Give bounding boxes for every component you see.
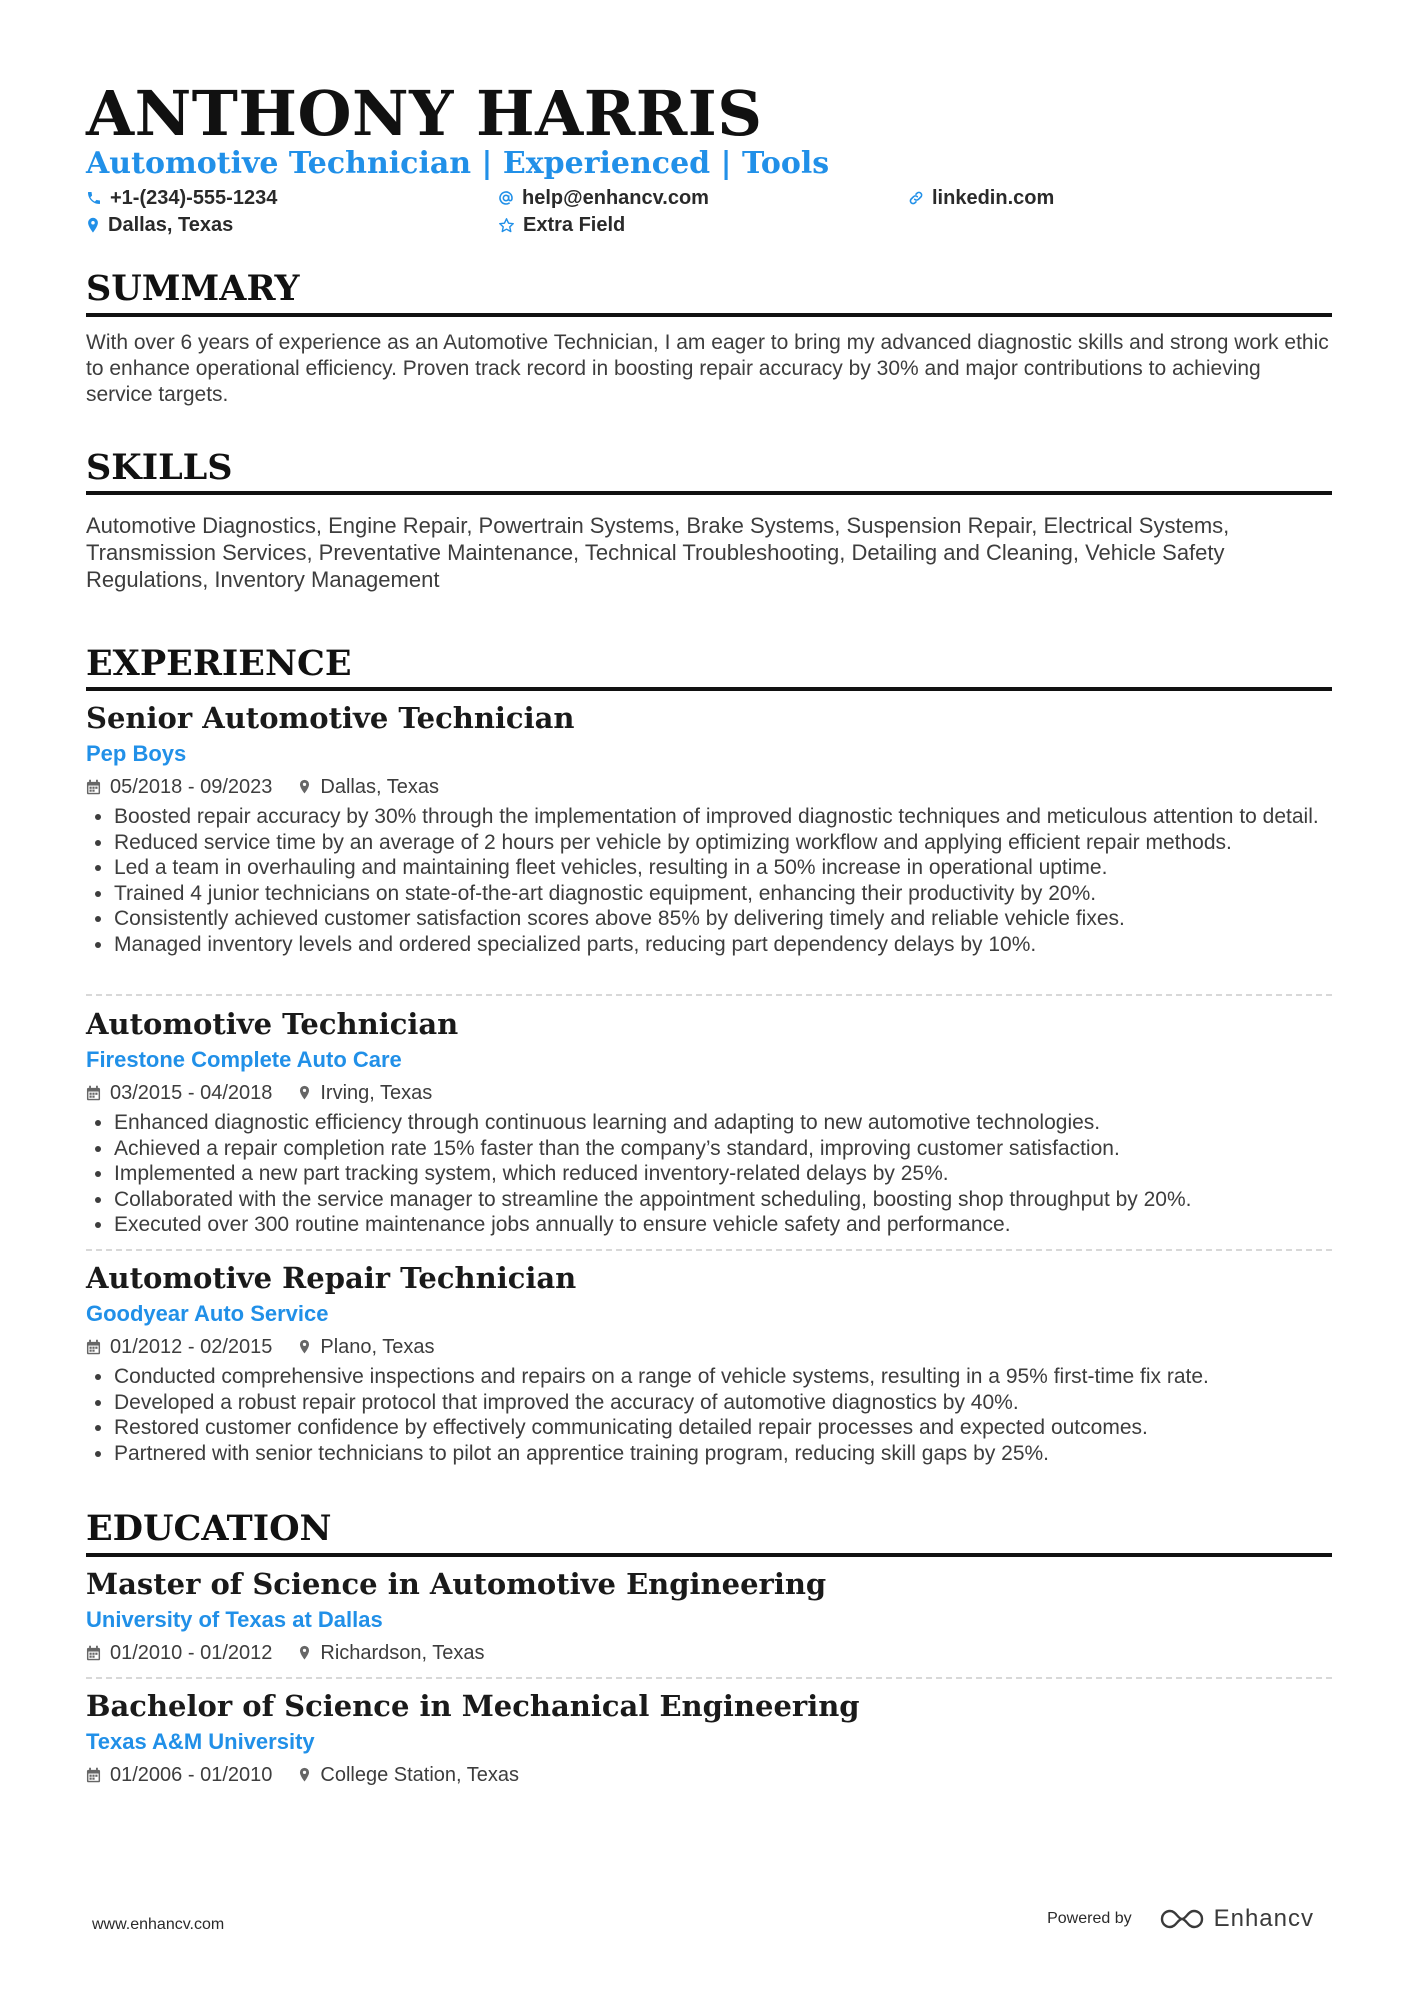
star-icon: [498, 217, 515, 234]
job-bullet: • Led a team in overhauling and maintaining fleet vehicles, resulting in a 50% increase in operational uptime.: [114, 855, 1332, 881]
company-name[interactable]: Pep Boys: [86, 741, 187, 766]
job-bullet: • Achieved a repair completion rate 15% faster than the company’s standard, improving customer satisfaction.: [114, 1136, 1332, 1162]
job-bullet: • Trained 4 junior technicians on state-of-the-art diagnostic equipment, enhancing their productivity by 20%.: [114, 881, 1332, 907]
job-bullet: • Reduced service time by an average of 2 hours per vehicle by optimizing workflow and applying efficient repair methods.: [114, 830, 1332, 856]
entry-separator: [86, 1249, 1332, 1251]
job-bullet: • Partnered with senior technicians to pilot an apprentice training program, reducing skill gaps by 25%.: [114, 1441, 1332, 1467]
job-bullet: • Restored customer confidence by effectively communicating detailed repair processes and expected outcomes.: [114, 1415, 1332, 1441]
job-bullet: • Executed over 300 routine maintenance jobs annually to ensure vehicle safety and performance.: [114, 1212, 1332, 1238]
job-bullets: [86, 1110, 1332, 1238]
contact-location-text: Dallas, Texas: [108, 214, 234, 236]
job-bullets: [86, 1364, 1332, 1466]
education-entry: [86, 1688, 1332, 1788]
company-name[interactable]: Firestone Complete Auto Care: [86, 1047, 402, 1072]
job-meta: [86, 774, 1332, 800]
contact-phone-text: +1-(234)-555-1234: [110, 187, 278, 209]
calendar-icon: [86, 1645, 101, 1661]
brand-name: Enhancv: [1213, 1905, 1314, 1932]
job-bullet: • Managed inventory levels and ordered specialized parts, reducing part dependency delays by 10%.: [114, 932, 1332, 958]
job-meta: [86, 1080, 1332, 1106]
skills-divider: [86, 491, 1332, 495]
job-location: Irving, Texas: [320, 1082, 433, 1104]
summary-divider: [86, 313, 1332, 317]
job-dates: 03/2015 - 04/2018: [110, 1082, 273, 1104]
job-title: Automotive Repair Technician: [86, 1261, 577, 1295]
footer-powered-by[interactable]: [1047, 1905, 1314, 1933]
location-pin-icon: [298, 1085, 311, 1101]
contact-extra-field: [498, 212, 625, 238]
job-bullet: • Conducted comprehensive inspections and repairs on a range of vehicle systems, resulting in a 95% first-time fix rate.: [114, 1364, 1332, 1390]
job-dates: 05/2018 - 09/2023: [110, 776, 273, 798]
experience-entry: [86, 1006, 1332, 1238]
experience-divider: [86, 687, 1332, 691]
experience-entry: [86, 700, 1332, 958]
education-entry: [86, 1566, 1332, 1666]
job-location: Dallas, Texas: [320, 776, 439, 798]
calendar-icon: [86, 779, 101, 795]
job-bullet: • Enhanced diagnostic efficiency through continuous learning and adapting to new automotive technologies.: [114, 1110, 1332, 1136]
education-location: Richardson, Texas: [320, 1642, 485, 1664]
entry-separator: [86, 1677, 1332, 1679]
calendar-icon: [86, 1085, 101, 1101]
location-pin-icon: [86, 217, 100, 234]
contact-phone[interactable]: [86, 185, 277, 211]
school-name[interactable]: Texas A&M University: [86, 1729, 315, 1754]
candidate-name: ANTHONY HARRIS: [86, 77, 763, 150]
location-pin-icon: [298, 1339, 311, 1355]
job-bullet: • Boosted repair accuracy by 30% through the implementation of improved diagnostic techniques and meticulous attention to detail.: [114, 804, 1332, 830]
calendar-icon: [86, 1767, 101, 1783]
contact-email[interactable]: [498, 185, 709, 211]
job-meta: [86, 1334, 1332, 1360]
candidate-headline: Automotive Technician | Experienced | Tools: [86, 146, 830, 181]
entry-separator: [86, 994, 1332, 996]
contact-linkedin[interactable]: [908, 185, 1054, 211]
degree-title: Master of Science in Automotive Engineering: [86, 1567, 827, 1601]
contact-email-text: help@enhancv.com: [522, 187, 709, 209]
job-bullet: • Collaborated with the service manager to streamline the appointment scheduling, boosting shop throughput by 20%.: [114, 1187, 1332, 1213]
contact-location: [86, 212, 233, 238]
job-title: Senior Automotive Technician: [86, 701, 575, 735]
phone-icon: [86, 190, 102, 206]
at-icon: [498, 190, 514, 206]
calendar-icon: [86, 1339, 101, 1355]
enhancv-logo-icon: [1158, 1907, 1206, 1931]
job-location: Plano, Texas: [320, 1336, 435, 1358]
skills-text: Automotive Diagnostics, Engine Repair, Powertrain Systems, Brake Systems, Suspension Repair, Electrical Systems, Transmission Services, Preventative Maintenance, Technical Troubleshooting, Detailing and Cleaning, Vehicle Safety Regulations, Inventory Management: [86, 513, 1230, 592]
experience-entry: [86, 1260, 1332, 1466]
education-dates: 01/2006 - 01/2010: [110, 1764, 273, 1786]
powered-by-label: Powered by: [1047, 1910, 1132, 1927]
experience-title: EXPERIENCE: [86, 643, 352, 684]
skills-title: SKILLS: [86, 447, 233, 488]
job-bullets: [86, 804, 1332, 958]
job-bullet: • Developed a robust repair protocol that improved the accuracy of automotive diagnostics by 40%.: [114, 1390, 1332, 1416]
job-bullet: • Implemented a new part tracking system, which reduced inventory-related delays by 25%.: [114, 1161, 1332, 1187]
link-icon: [908, 190, 924, 206]
education-divider: [86, 1553, 1332, 1557]
job-title: Automotive Technician: [86, 1007, 459, 1041]
contact-linkedin-text: linkedin.com: [932, 187, 1055, 209]
education-title: EDUCATION: [86, 1508, 332, 1549]
degree-title: Bachelor of Science in Mechanical Engineering: [86, 1689, 860, 1723]
location-pin-icon: [298, 1767, 311, 1783]
company-name[interactable]: Goodyear Auto Service: [86, 1301, 329, 1326]
education-meta: [86, 1762, 1332, 1788]
footer-website[interactable]: www.enhancv.com: [92, 1916, 225, 1933]
location-pin-icon: [298, 779, 311, 795]
summary-title: SUMMARY: [86, 268, 300, 309]
job-bullet: • Consistently achieved customer satisfaction scores above 85% by delivering timely and reliable vehicle fixes.: [114, 906, 1332, 932]
education-meta: [86, 1640, 1332, 1666]
location-pin-icon: [298, 1645, 311, 1661]
education-dates: 01/2010 - 01/2012: [110, 1642, 273, 1664]
job-dates: 01/2012 - 02/2015: [110, 1336, 273, 1358]
contact-extra-field-text: Extra Field: [523, 214, 626, 236]
education-location: College Station, Texas: [320, 1764, 520, 1786]
school-name[interactable]: University of Texas at Dallas: [86, 1607, 383, 1632]
summary-text: With over 6 years of experience as an Automotive Technician, I am eager to bring my advanced diagnostic skills and strong work ethic to enhance operational efficiency. Proven track record in boosting repair accuracy by 30% and major contributions to achieving service targets.: [86, 331, 1329, 406]
